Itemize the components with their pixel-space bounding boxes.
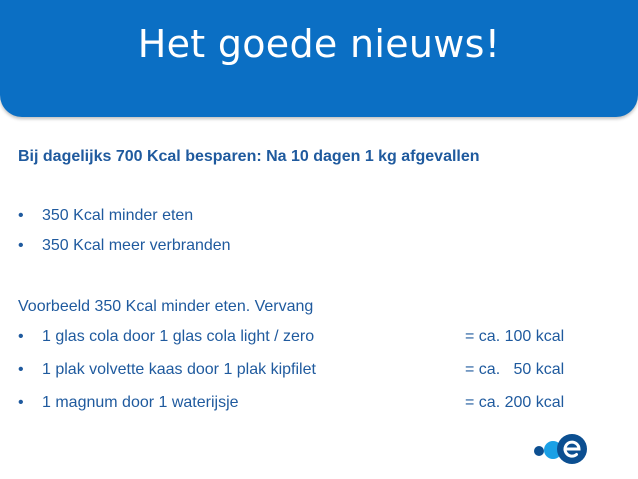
bullet: •	[18, 207, 24, 224]
list-item-text: 350 Kcal minder eten	[42, 207, 194, 224]
example-item	[18, 394, 608, 412]
example-text: 1 plak volvette kaas door 1 plak kipfilet	[42, 361, 316, 378]
list-item	[18, 237, 231, 255]
example-item	[18, 361, 608, 379]
brand-logo-icon	[530, 432, 590, 466]
list-item	[18, 207, 193, 225]
example-heading: Voorbeeld 350 Kcal minder eten. Vervang	[18, 298, 314, 315]
bullet: •	[18, 394, 24, 411]
slide-title: Het goede nieuws!	[137, 22, 501, 66]
example-text: 1 glas cola door 1 glas cola light / zero	[42, 328, 315, 345]
example-amount: = ca. 100 kcal	[465, 328, 565, 345]
example-text: 1 magnum door 1 waterijsje	[42, 394, 239, 411]
example-item	[18, 328, 608, 346]
bullet: •	[18, 328, 24, 345]
example-amount: = ca. 200 kcal	[465, 394, 565, 411]
title-banner	[0, 0, 638, 117]
list-item-text: 350 Kcal meer verbranden	[42, 237, 231, 254]
intro-text: Bij dagelijks 700 Kcal besparen: Na 10 dagen 1 kg afgevallen	[18, 148, 480, 165]
example-amount: = ca. 50 kcal	[465, 361, 565, 378]
bullet: •	[18, 361, 24, 378]
bullet: •	[18, 237, 24, 254]
